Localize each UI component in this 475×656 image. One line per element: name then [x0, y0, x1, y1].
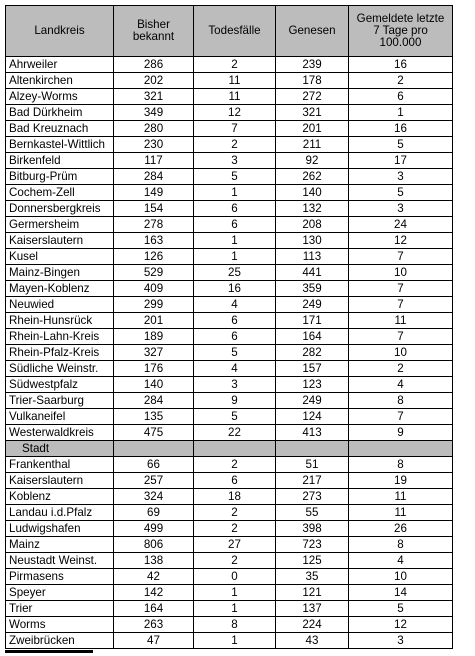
gemeldete-value: 26 [349, 521, 453, 537]
genesen-value: 723 [276, 537, 349, 553]
gemeldete-value: 4 [349, 553, 453, 569]
region-name: Donnersbergkreis [6, 201, 114, 217]
genesen-value: 130 [276, 233, 349, 249]
region-name: Worms [6, 617, 114, 633]
todesfaelle-value: 7 [194, 121, 276, 137]
genesen-value: 113 [276, 249, 349, 265]
bisher-bekannt-value: 284 [114, 393, 194, 409]
region-name: Bad Kreuznach [6, 121, 114, 137]
table-row [6, 329, 453, 345]
bisher-bekannt-value: 142 [114, 585, 194, 601]
todesfaelle-value: 5 [194, 345, 276, 361]
table-row [6, 153, 453, 169]
gemeldete-value: 12 [349, 617, 453, 633]
region-name: Mayen-Koblenz [6, 281, 114, 297]
genesen-value: 217 [276, 473, 349, 489]
todesfaelle-value: 0 [194, 569, 276, 585]
todesfaelle-value: 27 [194, 537, 276, 553]
bisher-bekannt-value: 138 [114, 553, 194, 569]
section-empty-cell [276, 441, 349, 457]
table-row [6, 569, 453, 585]
todesfaelle-value: 1 [194, 185, 276, 201]
gemeldete-value: 24 [349, 217, 453, 233]
genesen-value: 398 [276, 521, 349, 537]
region-name: Vulkaneifel [6, 409, 114, 425]
todesfaelle-value: 11 [194, 73, 276, 89]
region-name: Kusel [6, 249, 114, 265]
bisher-bekannt-value: 176 [114, 361, 194, 377]
table-row [6, 425, 453, 441]
gemeldete-value: 7 [349, 297, 453, 313]
todesfaelle-value: 6 [194, 329, 276, 345]
table-row [6, 249, 453, 265]
table-row [6, 313, 453, 329]
table-row [6, 105, 453, 121]
gemeldete-value: 4 [349, 377, 453, 393]
section-label: Stadt [6, 441, 114, 457]
gemeldete-value: 7 [349, 409, 453, 425]
todesfaelle-value: 2 [194, 57, 276, 73]
genesen-value: 164 [276, 329, 349, 345]
bisher-bekannt-value: 321 [114, 89, 194, 105]
bisher-bekannt-value: 154 [114, 201, 194, 217]
bisher-bekannt-value: 280 [114, 121, 194, 137]
table-row [6, 233, 453, 249]
region-name: Trier [6, 601, 114, 617]
gemeldete-value: 2 [349, 361, 453, 377]
genesen-value: 178 [276, 73, 349, 89]
todesfaelle-value: 8 [194, 617, 276, 633]
todesfaelle-value: 1 [194, 585, 276, 601]
genesen-value: 51 [276, 457, 349, 473]
bisher-bekannt-value: 135 [114, 409, 194, 425]
todesfaelle-value: 1 [194, 601, 276, 617]
table-row [6, 377, 453, 393]
table-row [6, 121, 453, 137]
bisher-bekannt-value: 201 [114, 313, 194, 329]
todesfaelle-value: 2 [194, 553, 276, 569]
genesen-value: 171 [276, 313, 349, 329]
region-name: Birkenfeld [6, 153, 114, 169]
table-body [6, 57, 453, 649]
table-row [6, 409, 453, 425]
region-name: Mainz-Bingen [6, 265, 114, 281]
todesfaelle-value: 1 [194, 233, 276, 249]
genesen-value: 321 [276, 105, 349, 121]
region-name: Pirmasens [6, 569, 114, 585]
bisher-bekannt-value: 66 [114, 457, 194, 473]
todesfaelle-value: 4 [194, 361, 276, 377]
genesen-value: 201 [276, 121, 349, 137]
region-name: Speyer [6, 585, 114, 601]
header-gemeldete-7-tage: Gemeldete letzte 7 Tage pro 100.000 [349, 6, 453, 57]
header-todesfaelle: Todesfälle [194, 6, 276, 57]
genesen-value: 121 [276, 585, 349, 601]
genesen-value: 224 [276, 617, 349, 633]
gemeldete-value: 8 [349, 457, 453, 473]
header-genesen: Genesen [276, 6, 349, 57]
table-row [6, 137, 453, 153]
genesen-value: 441 [276, 265, 349, 281]
bisher-bekannt-value: 409 [114, 281, 194, 297]
bisher-bekannt-value: 164 [114, 601, 194, 617]
bisher-bekannt-value: 806 [114, 537, 194, 553]
table-row [6, 601, 453, 617]
bisher-bekannt-value: 149 [114, 185, 194, 201]
table-row [6, 585, 453, 601]
gemeldete-value: 10 [349, 345, 453, 361]
gemeldete-value: 11 [349, 489, 453, 505]
bisher-bekannt-value: 299 [114, 297, 194, 313]
genesen-value: 92 [276, 153, 349, 169]
todesfaelle-value: 6 [194, 217, 276, 233]
gemeldete-value: 5 [349, 137, 453, 153]
genesen-value: 140 [276, 185, 349, 201]
bisher-bekannt-value: 189 [114, 329, 194, 345]
todesfaelle-value: 11 [194, 89, 276, 105]
table-row [6, 361, 453, 377]
bisher-bekannt-value: 257 [114, 473, 194, 489]
region-name: Germersheim [6, 217, 114, 233]
gemeldete-value: 17 [349, 153, 453, 169]
genesen-value: 125 [276, 553, 349, 569]
todesfaelle-value: 5 [194, 409, 276, 425]
todesfaelle-value: 9 [194, 393, 276, 409]
bisher-bekannt-value: 117 [114, 153, 194, 169]
todesfaelle-value: 18 [194, 489, 276, 505]
region-name: Mainz [6, 537, 114, 553]
bisher-bekannt-value: 286 [114, 57, 194, 73]
bisher-bekannt-value: 529 [114, 265, 194, 281]
table-row [6, 57, 453, 73]
genesen-value: 272 [276, 89, 349, 105]
bisher-bekannt-value: 475 [114, 425, 194, 441]
region-name: Kaiserslautern [6, 473, 114, 489]
section-empty-cell [349, 441, 453, 457]
region-name: Rhein-Lahn-Kreis [6, 329, 114, 345]
region-name: Koblenz [6, 489, 114, 505]
region-name: Frankenthal [6, 457, 114, 473]
gemeldete-value: 16 [349, 57, 453, 73]
table-row [6, 265, 453, 281]
region-name: Cochem-Zell [6, 185, 114, 201]
todesfaelle-value: 25 [194, 265, 276, 281]
bisher-bekannt-value: 126 [114, 249, 194, 265]
region-name: Altenkirchen [6, 73, 114, 89]
todesfaelle-value: 2 [194, 521, 276, 537]
region-name: Westerwaldkreis [6, 425, 114, 441]
gemeldete-value: 9 [349, 425, 453, 441]
todesfaelle-value: 6 [194, 313, 276, 329]
region-name: Südliche Weinstr. [6, 361, 114, 377]
bisher-bekannt-value: 69 [114, 505, 194, 521]
bisher-bekannt-value: 324 [114, 489, 194, 505]
gemeldete-value: 16 [349, 121, 453, 137]
gemeldete-value: 3 [349, 633, 453, 649]
corona-statistics-table [5, 5, 453, 649]
region-name: Kaiserslautern [6, 233, 114, 249]
bisher-bekannt-value: 47 [114, 633, 194, 649]
gemeldete-value: 11 [349, 505, 453, 521]
region-name: Neustadt Weinst. [6, 553, 114, 569]
todesfaelle-value: 12 [194, 105, 276, 121]
table-row [6, 345, 453, 361]
region-name: Rhein-Pfalz-Kreis [6, 345, 114, 361]
bisher-bekannt-value: 42 [114, 569, 194, 585]
todesfaelle-value: 2 [194, 505, 276, 521]
gemeldete-value: 7 [349, 249, 453, 265]
genesen-value: 55 [276, 505, 349, 521]
region-name: Alzey-Worms [6, 89, 114, 105]
table-row [6, 553, 453, 569]
header-row [6, 6, 453, 57]
genesen-value: 359 [276, 281, 349, 297]
genesen-value: 124 [276, 409, 349, 425]
gemeldete-value: 11 [349, 313, 453, 329]
footnote-mark [5, 650, 93, 653]
gemeldete-value: 10 [349, 265, 453, 281]
genesen-value: 262 [276, 169, 349, 185]
todesfaelle-value: 6 [194, 201, 276, 217]
todesfaelle-value: 16 [194, 281, 276, 297]
bisher-bekannt-value: 499 [114, 521, 194, 537]
region-name: Bitburg-Prüm [6, 169, 114, 185]
region-name: Südwestpfalz [6, 377, 114, 393]
bisher-bekannt-value: 140 [114, 377, 194, 393]
table-row [6, 169, 453, 185]
bisher-bekannt-value: 284 [114, 169, 194, 185]
region-name: Trier-Saarburg [6, 393, 114, 409]
section-empty-cell [114, 441, 194, 457]
gemeldete-value: 6 [349, 89, 453, 105]
genesen-value: 249 [276, 297, 349, 313]
table-row [6, 489, 453, 505]
region-name: Ahrweiler [6, 57, 114, 73]
gemeldete-value: 10 [349, 569, 453, 585]
bisher-bekannt-value: 263 [114, 617, 194, 633]
region-name: Landau i.d.Pfalz [6, 505, 114, 521]
bisher-bekannt-value: 349 [114, 105, 194, 121]
gemeldete-value: 19 [349, 473, 453, 489]
genesen-value: 211 [276, 137, 349, 153]
table-row [6, 393, 453, 409]
table-row [6, 281, 453, 297]
table-row [6, 521, 453, 537]
table-row [6, 633, 453, 649]
bisher-bekannt-value: 278 [114, 217, 194, 233]
region-name: Bad Dürkheim [6, 105, 114, 121]
table-row [6, 185, 453, 201]
genesen-value: 282 [276, 345, 349, 361]
gemeldete-value: 5 [349, 601, 453, 617]
genesen-value: 35 [276, 569, 349, 585]
table-row [6, 73, 453, 89]
genesen-value: 239 [276, 57, 349, 73]
todesfaelle-value: 3 [194, 153, 276, 169]
region-name: Rhein-Hunsrück [6, 313, 114, 329]
table-row [6, 201, 453, 217]
table-row [6, 217, 453, 233]
table-row [6, 537, 453, 553]
corona-statistics-table-container [5, 5, 453, 649]
todesfaelle-value: 3 [194, 377, 276, 393]
region-name: Zweibrücken [6, 633, 114, 649]
header-bisher-bekannt: Bisher bekannt [114, 6, 194, 57]
region-name: Neuwied [6, 297, 114, 313]
todesfaelle-value: 2 [194, 137, 276, 153]
bisher-bekannt-value: 230 [114, 137, 194, 153]
genesen-value: 132 [276, 201, 349, 217]
genesen-value: 157 [276, 361, 349, 377]
region-name: Ludwigshafen [6, 521, 114, 537]
header-landkreis: Landkreis [6, 6, 114, 57]
bisher-bekannt-value: 202 [114, 73, 194, 89]
section-row-stadt [6, 441, 453, 457]
bisher-bekannt-value: 163 [114, 233, 194, 249]
gemeldete-value: 7 [349, 329, 453, 345]
gemeldete-value: 7 [349, 281, 453, 297]
genesen-value: 273 [276, 489, 349, 505]
gemeldete-value: 14 [349, 585, 453, 601]
table-row [6, 89, 453, 105]
gemeldete-value: 3 [349, 201, 453, 217]
gemeldete-value: 12 [349, 233, 453, 249]
genesen-value: 123 [276, 377, 349, 393]
todesfaelle-value: 6 [194, 473, 276, 489]
gemeldete-value: 5 [349, 185, 453, 201]
todesfaelle-value: 22 [194, 425, 276, 441]
todesfaelle-value: 5 [194, 169, 276, 185]
table-row [6, 505, 453, 521]
gemeldete-value: 8 [349, 393, 453, 409]
genesen-value: 137 [276, 601, 349, 617]
region-name: Bernkastel-Wittlich [6, 137, 114, 153]
genesen-value: 43 [276, 633, 349, 649]
todesfaelle-value: 1 [194, 633, 276, 649]
todesfaelle-value: 1 [194, 249, 276, 265]
todesfaelle-value: 2 [194, 457, 276, 473]
genesen-value: 413 [276, 425, 349, 441]
gemeldete-value: 2 [349, 73, 453, 89]
genesen-value: 249 [276, 393, 349, 409]
todesfaelle-value: 4 [194, 297, 276, 313]
section-empty-cell [194, 441, 276, 457]
bisher-bekannt-value: 327 [114, 345, 194, 361]
gemeldete-value: 8 [349, 537, 453, 553]
table-row [6, 617, 453, 633]
gemeldete-value: 1 [349, 105, 453, 121]
gemeldete-value: 3 [349, 169, 453, 185]
table-row [6, 473, 453, 489]
table-row [6, 457, 453, 473]
table-row [6, 297, 453, 313]
genesen-value: 208 [276, 217, 349, 233]
